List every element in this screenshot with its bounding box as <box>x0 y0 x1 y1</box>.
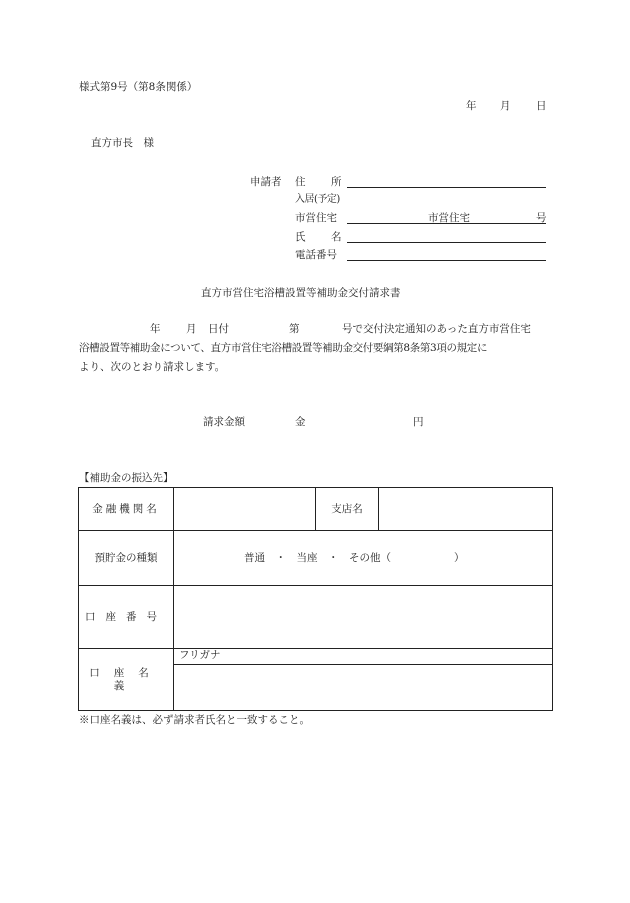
deposit-type-label: 預貯金の種類 <box>79 531 174 586</box>
date-day: 日 <box>536 100 547 112</box>
housing-label: 市営住宅 <box>295 212 337 224</box>
name-label-1: 氏 <box>295 231 306 243</box>
address-label-1: 住 <box>295 176 306 188</box>
address-label-2: 所 <box>331 176 342 188</box>
request-yen: 円 <box>413 416 424 428</box>
account-holder-field[interactable] <box>174 665 553 711</box>
name-field[interactable] <box>347 242 546 243</box>
account-holder-label: 口座名義 <box>79 649 174 711</box>
branch-label: 支店名 <box>316 488 379 531</box>
phone-field[interactable] <box>347 260 546 261</box>
furigana-label: フリガナ <box>174 649 553 665</box>
body-dated: 日付 <box>208 323 229 335</box>
deposit-type-options[interactable]: 普通 ・ 当座 ・ その他（ ） <box>174 531 553 586</box>
footnote: ※口座名義は、必ず請求者氏名と一致すること。 <box>79 714 310 726</box>
name-label-2: 名 <box>331 231 342 243</box>
body-year: 年 <box>150 323 161 335</box>
housing-mid-label: 市営住宅 <box>428 212 470 224</box>
addressee: 直方市長 様 <box>91 137 154 149</box>
account-number-label: 口座番号 <box>79 586 174 649</box>
request-amount-label: 請求金額 <box>203 416 245 428</box>
body-line-2: 浴槽設置等補助金について、直方市営住宅浴槽設置等補助金交付要綱第8条第3項の規定に <box>79 342 488 354</box>
date-year: 年 <box>466 100 477 112</box>
move-in-note: 入居(予定) <box>295 194 340 205</box>
applicant-role-label: 申請者 <box>250 176 282 188</box>
bank-name-field[interactable] <box>174 488 316 531</box>
address-field[interactable] <box>347 187 546 188</box>
document-title: 直方市営住宅浴槽設置等補助金交付請求書 <box>201 287 401 299</box>
body-month: 月 <box>186 323 197 335</box>
branch-field[interactable] <box>379 488 553 531</box>
body-line-3: より、次のとおり請求します。 <box>79 361 226 373</box>
form-id: 様式第9号（第8条関係） <box>79 81 198 93</box>
body-no: 第 <box>289 323 300 335</box>
housing-unit-label: 号 <box>536 212 547 224</box>
account-number-field[interactable] <box>174 586 553 649</box>
bank-name-label: 金融機関名 <box>79 488 174 531</box>
bank-section-heading: 【補助金の振込先】 <box>79 472 174 484</box>
request-kin: 金 <box>295 416 306 428</box>
date-month: 月 <box>500 100 511 112</box>
body-line1-rest: 号で交付決定通知のあった直方市営住宅 <box>342 323 531 335</box>
bank-table <box>78 487 553 711</box>
phone-label: 電話番号 <box>295 249 337 261</box>
